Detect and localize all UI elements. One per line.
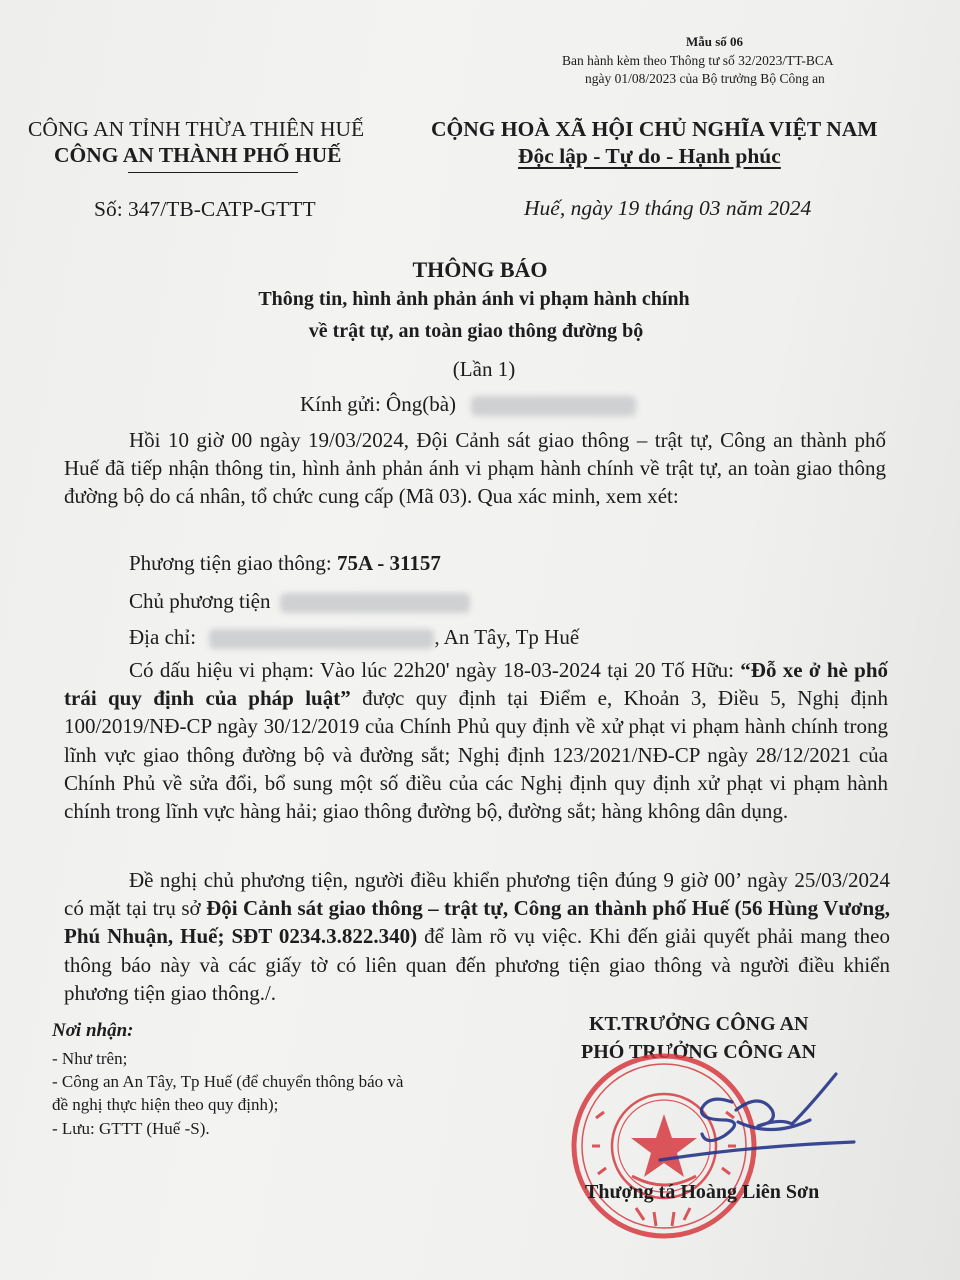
address-suffix: , An Tây, Tp Huế: [434, 625, 580, 649]
address-line: [129, 623, 579, 651]
recipient-line: [300, 390, 636, 418]
owner-label: Chủ phương tiện: [129, 589, 271, 613]
recipient-item: - Công an An Tây, Tp Huế (để chuyển thông báo và: [52, 1072, 404, 1091]
document-title: THÔNG BÁO: [412, 257, 548, 282]
handwritten-signature: [640, 1050, 880, 1170]
signer-name: Thượng tá Hoàng Liên Sơn: [585, 1181, 820, 1203]
recipients-title: Nơi nhận:: [52, 1020, 134, 1041]
recipient-label: Kính gửi: Ông(bà): [300, 392, 457, 416]
request-rest: để làm rõ vụ việc. Khi đến giải quyết phải mang theo thông báo này và các giấy tờ có liên quan đến phương tiện giao thông và người điều khiển phương tiện giao thông./.: [64, 924, 891, 1005]
redacted-address: [209, 629, 434, 649]
violation-description: “Đỗ xe ở hè phố trái quy định của pháp luật”: [64, 658, 888, 711]
redacted-owner-name: [280, 593, 470, 613]
national-motto: Độc lập - Tự do - Hạnh phúc: [518, 144, 781, 168]
form-reference-line2: ngày 01/08/2023 của Bộ trưởng Bộ Công an: [585, 71, 825, 86]
recipient-item: đề nghị thực hiện theo quy định);: [52, 1095, 279, 1114]
vehicle-label: Phương tiện giao thông:: [129, 551, 337, 575]
form-reference-line1: Ban hành kèm theo Thông tư số 32/2023/TT-BCA: [562, 53, 834, 68]
place-and-date: Huế, ngày 19 tháng 03 năm 2024: [524, 196, 812, 220]
violation-paragraph: [64, 656, 888, 825]
notice-round: (Lần 1): [452, 357, 516, 381]
intro-paragraph: Hồi 10 giờ 00 ngày 19/03/2024, Đội Cảnh sát giao thông – trật tự, Công an thành phố Huế đã tiếp nhận thông tin, hình ảnh phản ánh vi phạm hành chính về trật tự, an toàn giao thông đường bộ do cá nhân, tổ chức cung cấp (Mã 03). Qua xác minh, xem xét:: [64, 428, 886, 509]
issuing-agency: CÔNG AN TỈNH THỪA THIÊN HUẾ: [28, 117, 365, 141]
address-label: Địa chỉ:: [129, 625, 197, 649]
document-subtitle-line1: Thông tin, hình ảnh phản ánh vi phạm hành chính: [258, 288, 690, 310]
issuing-unit: CÔNG AN THÀNH PHỐ HUẾ: [54, 143, 342, 167]
owner-line: [129, 587, 470, 615]
request-location: Đội Cảnh sát giao thông – trật tự, Công an thành phố Huế (56 Hùng Vương, Phú Nhuận, Huế; SĐT 0234.3.822.340): [64, 896, 890, 949]
violation-lead: Có dấu hiệu vi phạm: Vào lúc 22h20' ngày 18-03-2024 tại 20 Tố Hữu:: [129, 658, 741, 682]
request-paragraph: [64, 866, 890, 1007]
header-left-rule: [128, 172, 298, 173]
vehicle-plate: 75A - 31157: [336, 551, 441, 575]
document-number: Số: 347/TB-CATP-GTTT: [94, 197, 316, 221]
vehicle-line: [129, 549, 441, 577]
recipient-item: - Như trên;: [52, 1049, 128, 1068]
request-lead: Đề nghị chủ phương tiện, người điều khiển phương tiện đúng 9 giờ 00’ ngày 25/03/2024 có mặt tại trụ sở: [64, 868, 890, 921]
form-number: Mẫu số 06: [686, 34, 744, 49]
signer-title-line2: PHÓ TRƯỞNG CÔNG AN: [581, 1041, 817, 1063]
signer-title-line1: KT.TRƯỞNG CÔNG AN: [589, 1013, 809, 1035]
document-subtitle-line2: về trật tự, an toàn giao thông đường bộ: [308, 320, 644, 342]
recipient-item: - Lưu: GTTT (Huế -S).: [52, 1119, 210, 1138]
country-name: CỘNG HOÀ XÃ HỘI CHỦ NGHĨA VIỆT NAM: [431, 117, 878, 141]
violation-legal-basis: được quy định tại Điểm e, Khoản 3, Điều 5, Nghị định 100/2019/NĐ-CP ngày 30/12/2019 của Chính Phủ quy định về xử phạt vi phạm hành chính trong lĩnh vực giao thông đường bộ và đường sắt; Nghị định 123/2021/NĐ-CP ngày 28/12/2021 của Chính Phủ về sửa đổi, bổ sung một số điều của các Nghị định quy định xử phạt vi phạm hành chính trong lĩnh vực hàng hải; giao thông đường bộ, đường sắt; hàng không dân dụng.: [64, 686, 888, 824]
redacted-recipient-name: [471, 396, 636, 416]
